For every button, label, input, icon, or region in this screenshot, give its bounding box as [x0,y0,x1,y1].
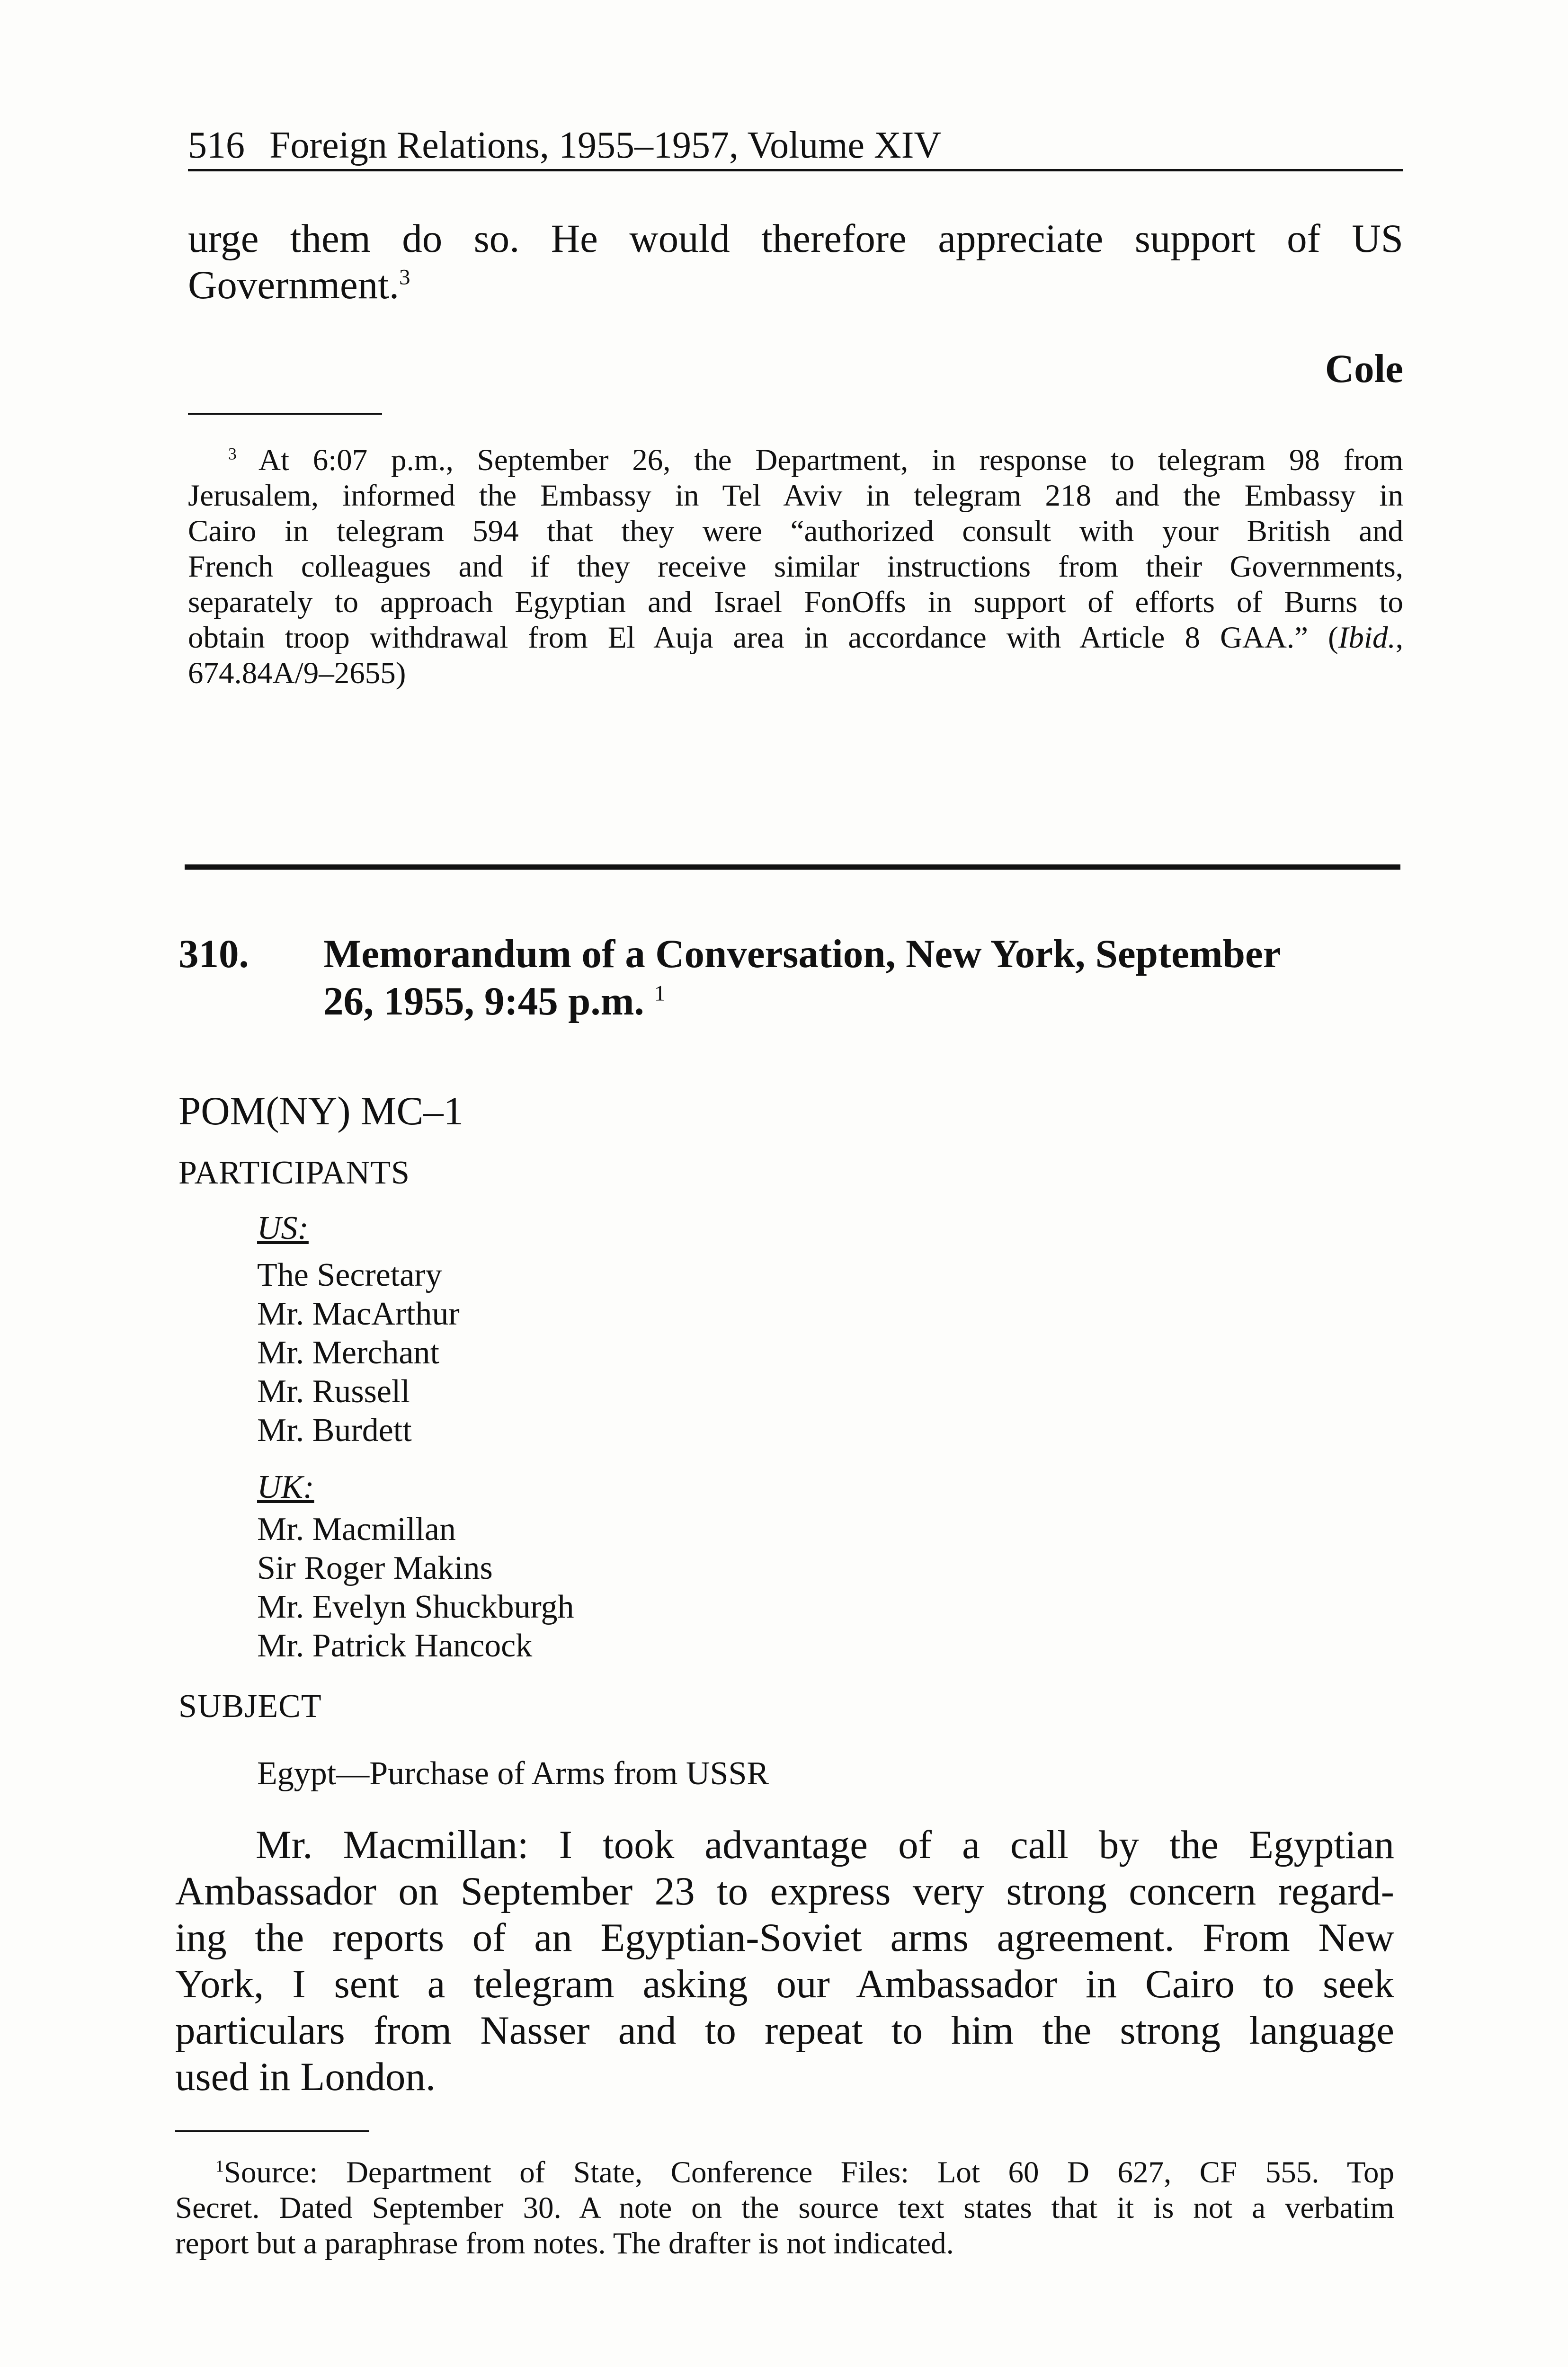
footnote-3-line-1: $^3$ At 6:07 p.m., September 26, the Department, in response to telegram 98 from [228,443,1403,477]
footnote-rule [175,2130,369,2132]
footnote-ref-3: 3 [399,265,410,290]
participants-label: PARTICIPANTS [178,1155,410,1191]
subject-label: SUBJECT [178,1688,322,1725]
footnote-3-line-6: obtain troop withdrawal from El Auja area in accordance with Article 8 GAA.” (Ibid., [188,621,1403,655]
paragraph-line-3: ing the reports of an Egyptian-Soviet arms agreement. From New [175,1915,1394,1960]
list-item: Mr. Russell [257,1373,410,1410]
footnote-1-line-1: $^1$Source: Department of State, Conference Files: Lot 60 D 627, CF 555. Top [215,2155,1394,2189]
document-title-line-2: 26, 1955, 9:45 p.m. $^1$ [323,979,666,1023]
uk-participants-list [257,1510,574,1665]
paragraph-line-1: Mr. Macmillan: I took advantage of a call by the Egyptian [256,1823,1394,1867]
running-head [188,124,1403,171]
list-item: Sir Roger Makins [257,1550,493,1586]
footnote-3-line-3: Cairo in telegram 594 that they were “authorized consult with your British and [188,514,1403,548]
list-item: Mr. Macmillan [257,1511,456,1548]
footnote-1 [175,2155,1394,2261]
paragraph-line-6: used in London. [175,2055,436,2099]
footnote-rule [188,413,382,415]
footnote-3-line-4: French colleagues and if they receive similar instructions from their Governments, [188,550,1403,584]
footnote-3 [188,443,1403,691]
ibid-citation: Ibid. [1338,621,1396,655]
opening-paragraph [175,1822,1394,2100]
footnote-ref-1: 1 [654,981,666,1006]
list-item: Mr. Burdett [257,1412,412,1449]
signature-cole: Cole [1325,347,1403,391]
footnote-1-line-3: report but a paraphrase from notes. The drafter is not indicated. [175,2226,954,2260]
paragraph-line-5: particulars from Nasser and to repeat to him the strong language [175,2008,1394,2053]
footnote-1-marker: 1 [215,2156,224,2176]
page-number: 516 [188,125,245,166]
document-number: 310. [178,932,249,976]
list-item: Mr. MacArthur [257,1296,460,1332]
list-item: Mr. Merchant [257,1335,439,1371]
list-item: Mr. Evelyn Shuckburgh [257,1589,574,1625]
paragraph-line-2: Ambassador on September 23 to express very strong concern regard- [175,1869,1394,1913]
us-label: US: [257,1210,309,1246]
running-head-title: Foreign Relations, 1955–1957, Volume XIV [269,125,942,166]
uk-label: UK: [257,1469,314,1505]
continuation-line-1: urge them do so. He would therefore appreciate support of US [188,216,1403,261]
footnote-3-line-2: Jerusalem, informed the Embassy in Tel Aviv in telegram 218 and the Embassy in [188,479,1403,513]
list-item: The Secretary [257,1257,442,1293]
document-title [323,930,1412,1025]
continuation-line-2: Government.$^3$ [188,263,410,307]
footnote-3-marker: 3 [228,444,237,463]
document-code: POM(NY) MC–1 [178,1089,464,1133]
footnote-3-line-7: 674.84A/9–2655) [188,656,406,690]
us-participants-list [257,1256,460,1450]
footnote-3-line-5: separately to approach Egyptian and Israel FonOffs in support of efforts of Burns to [188,585,1403,619]
footnote-1-line-2: Secret. Dated September 30. A note on the source text states that it is not a verbatim [175,2191,1394,2225]
paragraph-line-4: York, I sent a telegram asking our Ambassador in Cairo to seek [175,1962,1394,2006]
document-title-line-1: Memorandum of a Conversation, New York, September [323,932,1281,976]
subject-text: Egypt—Purchase of Arms from USSR [257,1755,769,1792]
section-rule [185,864,1400,870]
list-item: Mr. Patrick Hancock [257,1628,533,1664]
